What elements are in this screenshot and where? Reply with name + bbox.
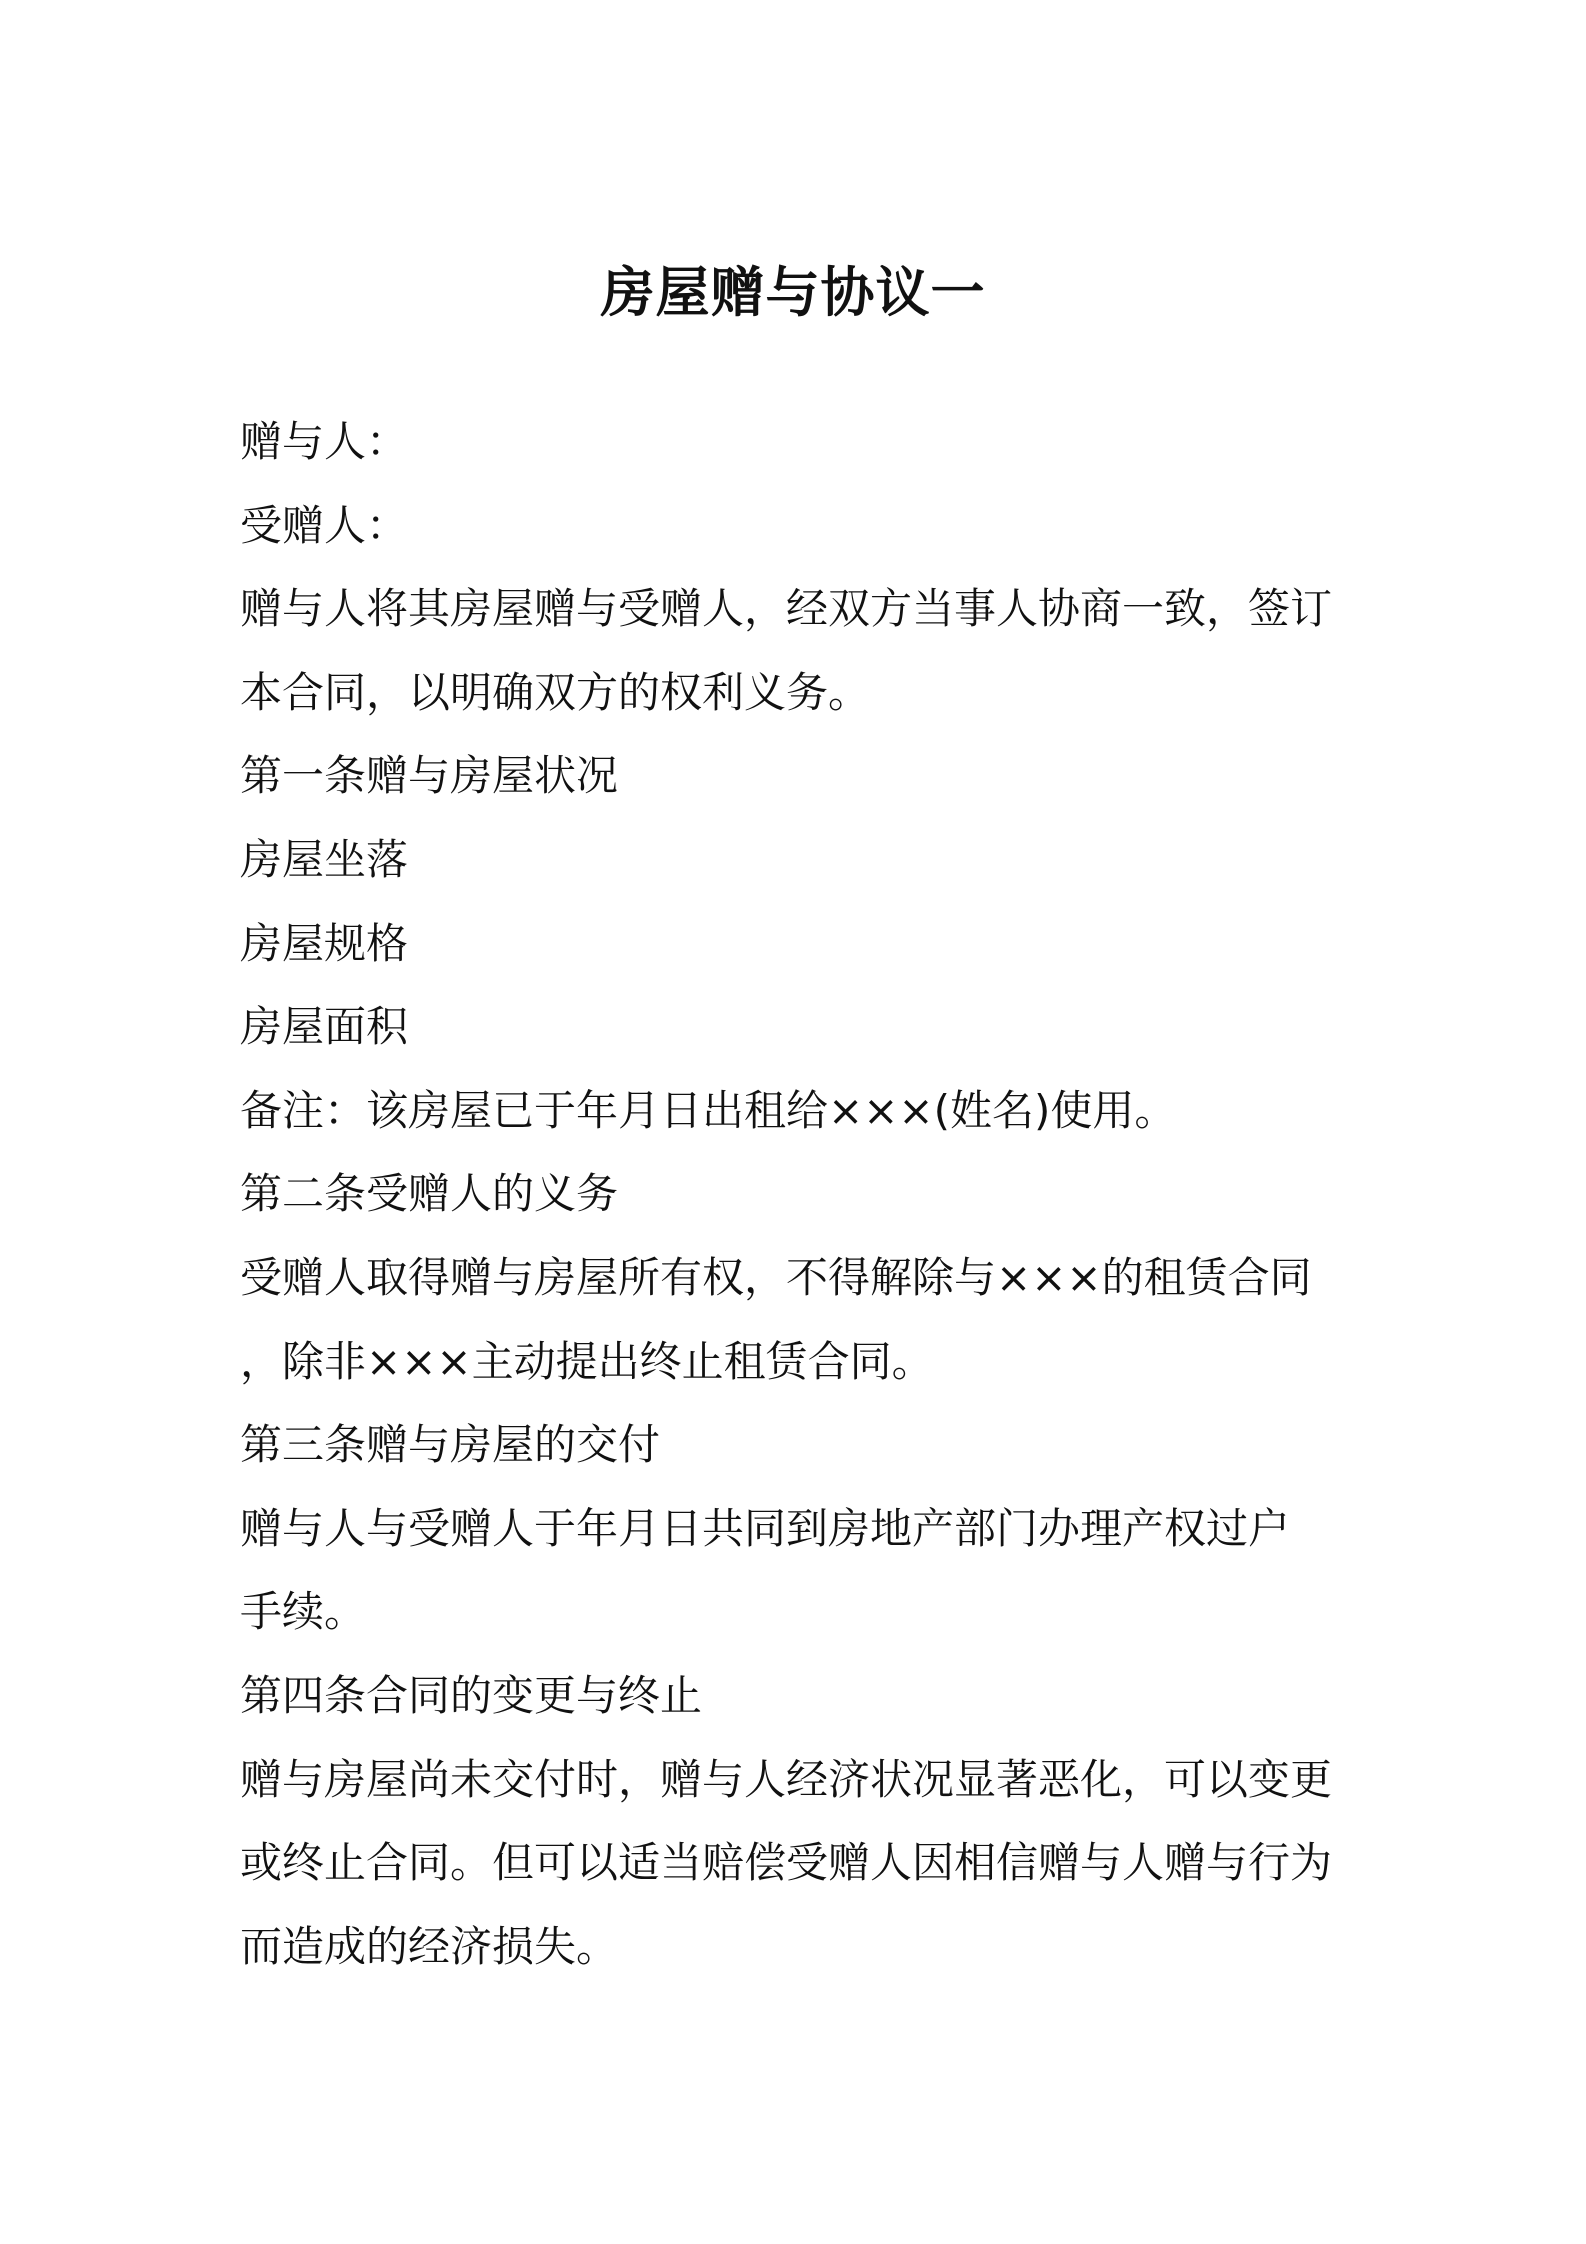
article-3-heading: 第三条赠与房屋的交付 — [240, 1420, 661, 1470]
donee-line: 受赠人： — [240, 500, 409, 550]
intro-line-2: 本合同，以明确双方的权利义务。 — [240, 667, 871, 717]
article-2-heading: 第二条受赠人的义务 — [240, 1169, 619, 1219]
article-4-line-2: 或终止合同。但可以适当赔偿受赠人因相信赠与人赠与行为 — [240, 1838, 1333, 1888]
article-3-line-1: 赠与人与受赠人于年月日共同到房地产部门办理产权过户 — [240, 1503, 1291, 1553]
document-title: 房屋赠与协议一 — [600, 261, 986, 324]
article-4-line-1: 赠与房屋尚未交付时，赠与人经济状况显著恶化，可以变更 — [240, 1754, 1333, 1804]
property-area-line: 房屋面积 — [240, 1002, 409, 1052]
article-1-heading: 第一条赠与房屋状况 — [240, 751, 619, 801]
article-2-line-1: 受赠人取得赠与房屋所有权，不得解除与×××的租赁合同 — [240, 1252, 1312, 1302]
remark-line: 备注：该房屋已于年月日出租给×××(姓名)使用。 — [240, 1085, 1177, 1135]
article-4-line-3: 而造成的经济损失。 — [240, 1921, 619, 1971]
donor-line: 赠与人： — [240, 417, 409, 466]
document-body — [240, 400, 1356, 1988]
property-location-line: 房屋坐落 — [240, 834, 409, 884]
article-2-line-2: ，除非×××主动提出终止租赁合同。 — [240, 1336, 934, 1386]
article-3-line-2: 手续。 — [240, 1587, 367, 1637]
property-spec-line: 房屋规格 — [240, 918, 409, 968]
intro-line-1: 赠与人将其房屋赠与受赠人，经双方当事人协商一致，签订 — [240, 584, 1333, 634]
article-4-heading: 第四条合同的变更与终止 — [240, 1670, 703, 1720]
